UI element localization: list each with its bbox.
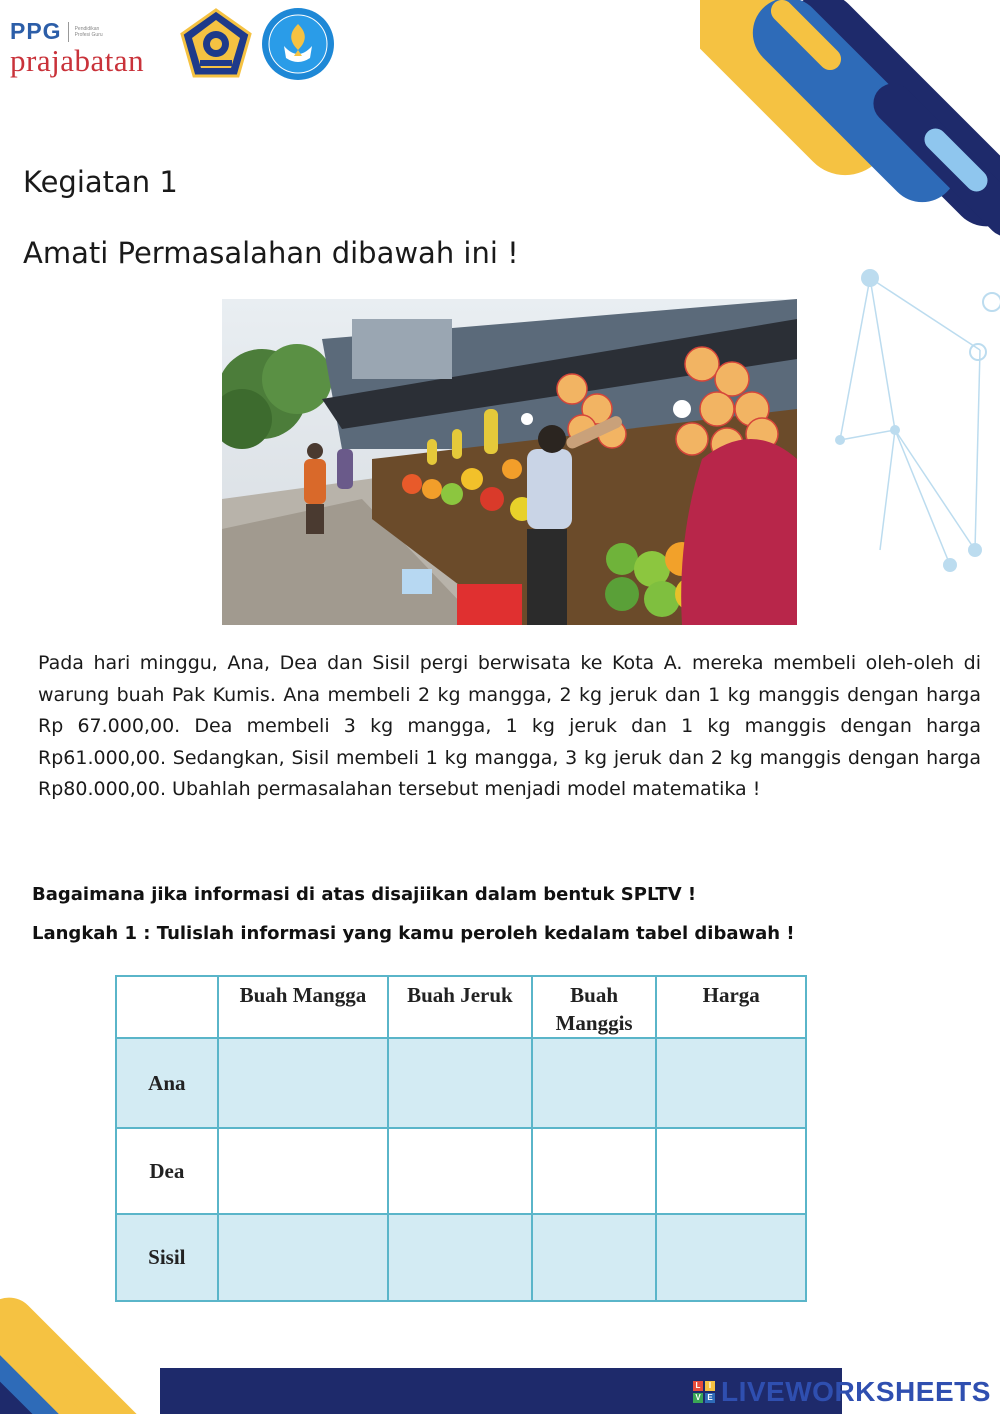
cell-ana-mangga[interactable] xyxy=(218,1038,389,1128)
fruit-purchase-table xyxy=(115,975,807,1302)
table-header-jeruk: Buah Jeruk xyxy=(388,976,532,1038)
ppg-prajabatan-text: prajabatan xyxy=(10,43,145,78)
cell-ana-manggis[interactable] xyxy=(532,1038,657,1128)
page-title: Kegiatan 1 xyxy=(23,165,178,199)
cell-sisil-mangga[interactable] xyxy=(218,1214,389,1301)
answer-input[interactable] xyxy=(389,1161,531,1182)
liveworksheets-logo-icon xyxy=(693,1381,715,1403)
question-spltv: Bagaimana jika informasi di atas disajiikan dalam bentuk SPLTV ! xyxy=(32,884,697,905)
cell-ana-harga[interactable] xyxy=(656,1038,806,1128)
table-header-mangga: Buah Mangga xyxy=(218,976,389,1038)
tut-wuri-handayani-emblem-icon xyxy=(260,6,336,82)
answer-input[interactable] xyxy=(219,1247,388,1268)
table-row xyxy=(116,1128,806,1214)
liveworksheets-brand[interactable] xyxy=(693,1376,991,1408)
instruction-step-1: Langkah 1 : Tulislah informasi yang kamu peroleh kedalam tabel dibawah ! xyxy=(32,923,795,944)
cell-ana-jeruk[interactable] xyxy=(388,1038,532,1128)
network-decoration xyxy=(820,250,1000,590)
answer-input[interactable] xyxy=(219,1073,388,1094)
cell-sisil-manggis[interactable] xyxy=(532,1214,657,1301)
ppg-subtext: Pendidikan Profesi Guru xyxy=(74,25,103,38)
cell-dea-jeruk[interactable] xyxy=(388,1128,532,1214)
table-row xyxy=(116,1214,806,1301)
cell-sisil-harga[interactable] xyxy=(656,1214,806,1301)
cell-sisil-jeruk[interactable] xyxy=(388,1214,532,1301)
logo-divider xyxy=(68,22,69,42)
answer-input[interactable] xyxy=(657,1161,805,1182)
ppg-wordmark: PPG xyxy=(10,18,62,44)
logo-letter: L xyxy=(693,1381,703,1391)
cell-dea-manggis[interactable] xyxy=(532,1128,657,1214)
ppg-prajabatan-logo xyxy=(10,18,175,88)
table-header-harga: Harga xyxy=(656,976,806,1038)
answer-input[interactable] xyxy=(533,1161,656,1182)
answer-input[interactable] xyxy=(657,1073,805,1094)
row-label-dea: Dea xyxy=(116,1128,218,1214)
problem-story-text: Pada hari minggu, Ana, Dea dan Sisil pergi berwisata ke Kota A. mereka membeli oleh-oleh di warung buah Pak Kumis. Ana membeli 2 kg mangga, 2 kg jeruk dan 1 kg manggis dengan harga Rp 67.000,00. Dea membeli 3 kg mangga, 1 kg jeruk dan 1 kg manggis dengan harga Rp61.000,00. Sedangkan, Sisil membeli 1 kg mangga, 3 kg jeruk dan 2 kg manggis dengan harga Rp80.000,00. Ubahlah permasalahan tersebut menjadi model matematika ! xyxy=(38,652,981,801)
row-label-ana: Ana xyxy=(116,1038,218,1128)
table-header-empty xyxy=(116,976,218,1038)
page-subtitle: Amati Permasalahan dibawah ini ! xyxy=(23,236,519,270)
table-row xyxy=(116,1038,806,1128)
table-header-row xyxy=(116,976,806,1038)
answer-input[interactable] xyxy=(389,1247,531,1268)
liveworksheets-wordmark: LIVEWORKSHEETS xyxy=(721,1376,991,1407)
logo-letter: V xyxy=(693,1393,703,1403)
answer-input[interactable] xyxy=(533,1073,656,1094)
logo-letter: E xyxy=(705,1393,715,1403)
logo-letter: I xyxy=(705,1381,715,1391)
table-header-manggis: Buah Manggis xyxy=(532,976,657,1038)
cell-dea-harga[interactable] xyxy=(656,1128,806,1214)
row-label-sisil: Sisil xyxy=(116,1214,218,1301)
answer-input[interactable] xyxy=(389,1073,531,1094)
answer-input[interactable] xyxy=(533,1247,656,1268)
answer-input[interactable] xyxy=(219,1161,388,1182)
cell-dea-mangga[interactable] xyxy=(218,1128,389,1214)
fruit-market-photo xyxy=(222,299,797,625)
university-emblem-icon xyxy=(180,8,252,80)
answer-input[interactable] xyxy=(657,1247,805,1268)
